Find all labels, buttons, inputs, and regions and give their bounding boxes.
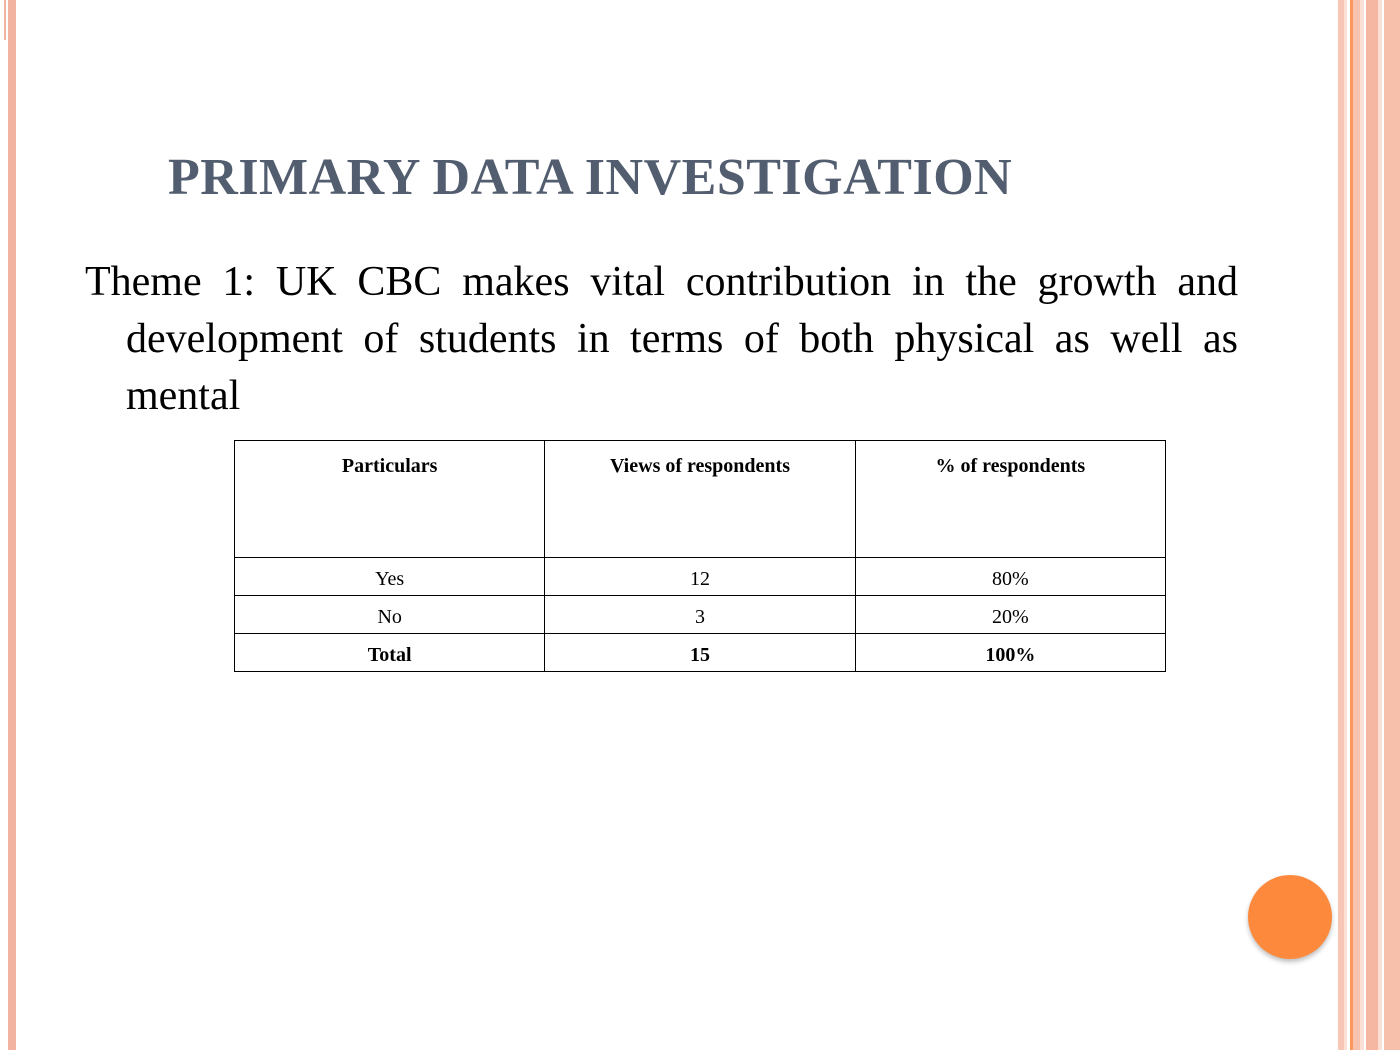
total-percent: 100% [855, 634, 1165, 672]
stripe [1378, 0, 1382, 1050]
cell-views: 3 [545, 596, 855, 634]
table-row [235, 596, 1166, 634]
theme-text: Theme 1: UK CBC makes vital contribution in the growth and development of students in terms of both physical as well as mental [85, 259, 1238, 419]
total-views: 15 [545, 634, 855, 672]
cell-particular: No [235, 596, 545, 634]
cell-particular: Yes [235, 558, 545, 596]
table-row [235, 558, 1166, 596]
header-percent: % of respondents [855, 441, 1165, 558]
table-total-row [235, 634, 1166, 672]
header-particulars: Particulars [235, 441, 545, 558]
slide-title: PRIMARY DATA INVESTIGATION [168, 149, 1013, 206]
decorative-orange-circle [1248, 875, 1332, 959]
stripe [1366, 0, 1378, 1050]
stripe [1384, 0, 1400, 1050]
stripe [1344, 0, 1347, 1050]
header-views: Views of respondents [545, 441, 855, 558]
table-header-row [235, 441, 1166, 558]
cell-percent: 80% [855, 558, 1165, 596]
cell-views: 12 [545, 558, 855, 596]
stripe [1353, 0, 1360, 1050]
total-label: Total [235, 634, 545, 672]
stripe [1360, 0, 1364, 1050]
left-border [8, 0, 16, 1050]
respondents-table [234, 440, 1166, 672]
right-decorative-stripes [1338, 0, 1400, 1050]
cell-percent: 20% [855, 596, 1165, 634]
left-border-accent [4, 0, 6, 40]
